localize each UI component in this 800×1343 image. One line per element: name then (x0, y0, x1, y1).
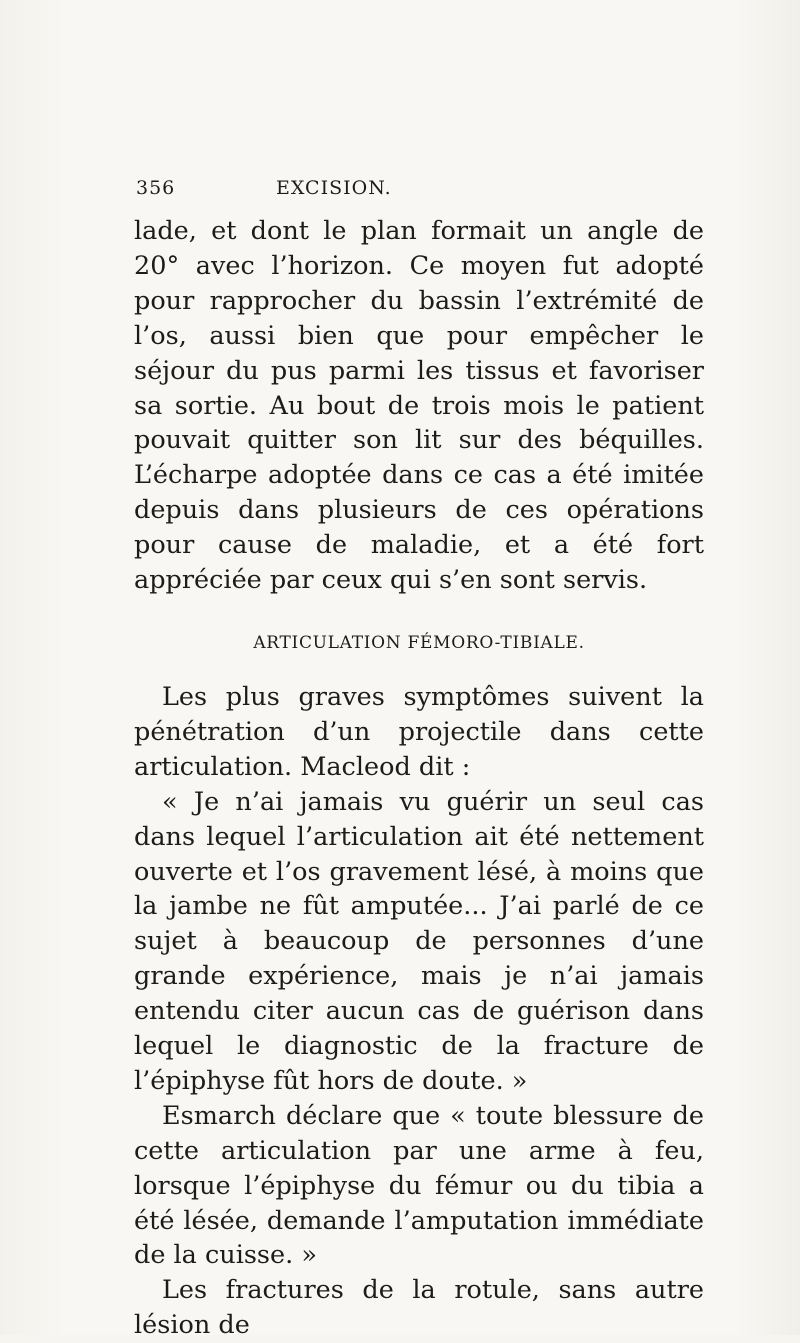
page-text (134, 214, 704, 1343)
running-head (136, 177, 736, 205)
paragraph-continued: lade, et dont le plan formait un angle de 20° avec l’horizon. Ce moyen fut adopté pour rapprocher du bassin l’extrémité de l’os, aussi bien que pour empêcher le séjour du pus parmi les tissus et favoriser sa sortie. Au bout de trois mois le patient pouvait quitter son lit sur des béquilles. L’écharpe adoptée dans ce cas a été imitée depuis dans plusieurs de ces opérations pour cause de maladie, et a été fort appréciée par ceux qui s’en sont servis. (134, 216, 704, 596)
running-head-title: EXCISION. (276, 177, 392, 199)
quotation-macleod: « Je n’ai jamais vu guérir un seul cas dans lequel l’articulation ait été nettement ouverte et l’os gravement lésé, à moins que la jambe ne fût amputée... J’ai parlé de ce sujet à beaucoup de personnes d’une grande expérience, mais je n’ai jamais entendu citer aucun cas de guérison dans lequel le diagnostic de la fracture de l’épiphyse fût hors de doute. » (134, 786, 704, 1096)
paragraph-esmarch: Esmarch déclare que « toute blessure de cette articulation par une arme à feu, lorsque l’épiphyse du fémur ou du tibia a été lésée, demande l’amputation immédiate de la cuisse. » (134, 1100, 704, 1271)
paragraph-symptoms: Les plus graves symptômes suivent la pénétration d’un projectile dans cette articulation. Macleod dit : (134, 681, 704, 782)
page-number: 356 (136, 177, 176, 199)
section-heading: ARTICULATION FÉMORO-TIBIALE. (253, 632, 585, 653)
paragraph-rotule: Les fractures de la rotule, sans autre lésion de (134, 1275, 704, 1341)
